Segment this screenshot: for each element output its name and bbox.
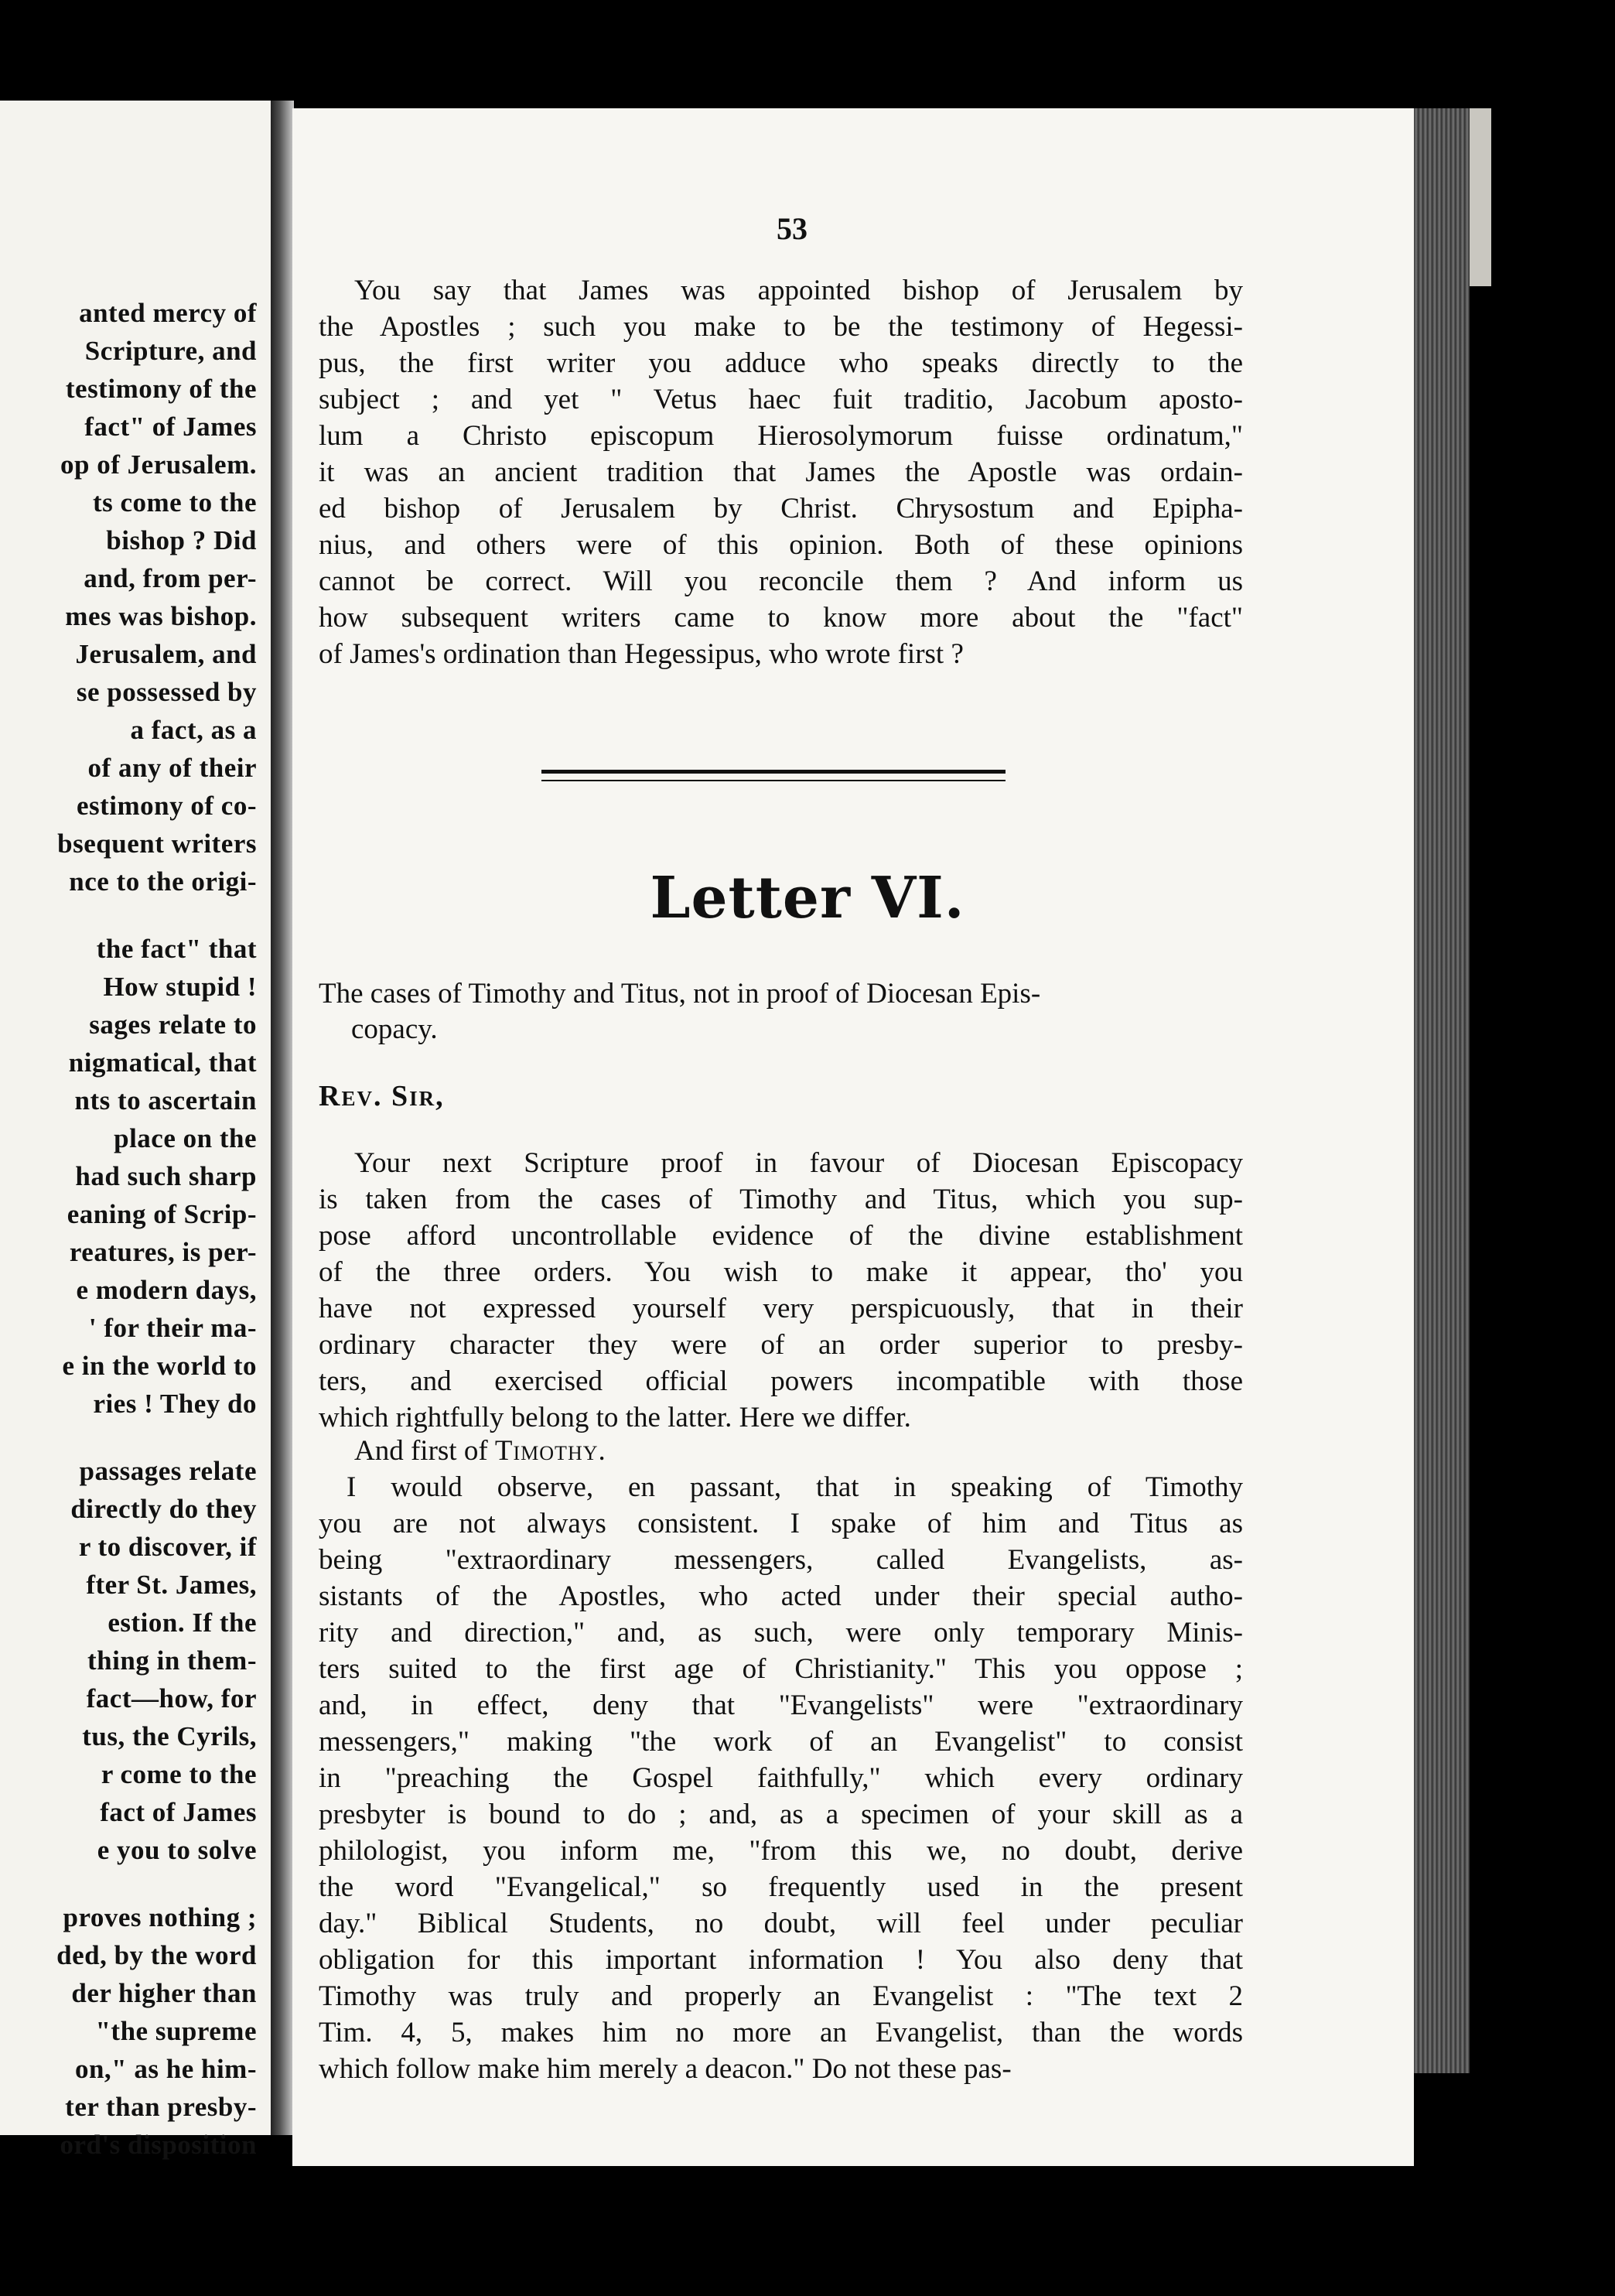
text-line: philologist, you inform me, "from this we, no doubt, derive	[319, 1835, 1243, 1867]
text-line: You say that James was appointed bishop of Jerusalem by	[354, 275, 1243, 306]
left-page-line: fter St. James,	[86, 1570, 257, 1600]
left-page-line: sages relate to	[89, 1010, 257, 1040]
left-page-line: had such sharp	[75, 1161, 257, 1191]
left-page-line: ries ! They do	[93, 1389, 257, 1419]
left-page-line: estion. If the	[108, 1608, 257, 1638]
left-page-line: estimony of co-	[76, 791, 257, 821]
left-page-line: ter than presby-	[65, 2092, 257, 2122]
text-line: of James's ordination than Hegessipus, who wrote first ?	[319, 638, 964, 670]
left-page-line: e modern days,	[76, 1275, 257, 1305]
left-page-line: tus, the Cyrils,	[82, 1721, 257, 1751]
text-line: day." Biblical Students, no doubt, will feel under peculiar	[319, 1908, 1243, 1939]
text-line: Your next Scripture proof in favour of Diocesan Episcopacy	[354, 1147, 1243, 1179]
text-line: you are not always consistent. I spake of him and Titus as	[319, 1508, 1243, 1539]
section-separator-rule	[541, 770, 1006, 781]
text-line: which follow make him merely a deacon." Do not these pas-	[319, 2053, 1012, 2085]
page-number: 53	[777, 211, 808, 246]
opening-paragraph	[319, 272, 1243, 672]
subtitle-line: The cases of Timothy and Titus, not in proof of Diocesan Epis-	[319, 978, 1041, 1010]
left-page-line: fact" of James	[84, 412, 257, 442]
left-page-line: reatures, is per-	[69, 1237, 257, 1267]
left-page-line: se possessed by	[76, 677, 257, 707]
left-page-line: r come to the	[101, 1759, 257, 1789]
left-page-line: testimony of the	[65, 374, 257, 404]
left-page-line: op of Jerusalem.	[60, 449, 257, 480]
left-page-line: bsequent writers	[57, 829, 257, 859]
book-page-edges	[1414, 108, 1470, 2073]
paragraph-1	[319, 1145, 1243, 1436]
left-page-line: bishop ? Did	[106, 525, 257, 555]
left-page-line: of any of their	[87, 753, 257, 783]
left-page-text	[0, 294, 257, 2164]
left-page-line: directly do they	[70, 1494, 257, 1524]
text-line: lum a Christo episcopum Hierosolymorum fuisse ordinatum,"	[319, 420, 1243, 452]
left-page-line: and, from per-	[84, 563, 257, 593]
left-page-line: the fact" that	[96, 934, 257, 964]
left-page-line: nigmatical, that	[68, 1047, 257, 1078]
text-line: being "extraordinary messengers, called Evangelists, as-	[319, 1544, 1243, 1576]
left-page-line: ' for their ma-	[88, 1313, 257, 1343]
text-line: and, in effect, deny that "Evangelists" were "extraordinary	[319, 1690, 1243, 1721]
text-line: sistants of the Apostles, who acted under their special autho-	[319, 1580, 1243, 1612]
text-line: Tim. 4, 5, makes him no more an Evangelist, than the words	[319, 2017, 1243, 2048]
text-line: subject ; and yet " Vetus haec fuit traditio, Jacobum aposto-	[319, 384, 1243, 415]
text-line: pose afford uncontrollable evidence of the divine establishment	[319, 1220, 1243, 1252]
left-page-line: ded, by the word	[56, 1940, 257, 1970]
left-page-line: e in the world to	[62, 1351, 257, 1381]
left-page-line: ord's disposition	[60, 2130, 257, 2160]
subtitle-line: copacy.	[351, 1013, 438, 1045]
text-line: is taken from the cases of Timothy and Titus, which you sup-	[319, 1184, 1243, 1215]
left-page-line: ts come to the	[92, 487, 257, 518]
text-line: ters suited to the first age of Christianity." This you oppose ;	[319, 1653, 1243, 1685]
text-line: of the three orders. You wish to make it appear, tho' you	[319, 1256, 1243, 1288]
text-line: it was an ancient tradition that James the Apostle was ordain-	[319, 456, 1243, 488]
left-page-line: How stupid !	[103, 972, 257, 1002]
left-page-line: mes was bishop.	[65, 601, 257, 631]
text-line: which rightfully belong to the latter. Here we differ.	[319, 1402, 911, 1433]
text-line: obligation for this important information ! You also deny that	[319, 1944, 1243, 1976]
paragraph-3	[319, 1469, 1243, 2087]
text-line: ordinary character they were of an order superior to presby-	[319, 1329, 1243, 1361]
left-page-line: a fact, as a	[130, 715, 257, 745]
text-line: Timothy was truly and properly an Evangelist : "The text 2	[319, 1980, 1243, 2012]
left-page-line: thing in them-	[87, 1645, 257, 1676]
left-page-line: der higher than	[71, 1978, 257, 2008]
text-line: have not expressed yourself very perspicuously, that in their	[319, 1293, 1243, 1324]
salutation: Rev. Sir,	[319, 1080, 445, 1112]
text-line: the Apostles ; such you make to be the testimony of Hegessi-	[319, 311, 1243, 343]
text-line: presbyter is bound to do ; and, as a specimen of your skill as a	[319, 1799, 1243, 1830]
text-line: the word "Evangelical," so frequently used in the present	[319, 1871, 1243, 1903]
left-page-line: fact—how, for	[86, 1683, 257, 1713]
text-line: how subsequent writers came to know more about the "fact"	[319, 602, 1243, 634]
para2-name: Timothy.	[494, 1435, 606, 1467]
text-line: ed bishop of Jerusalem by Christ. Chrysostum and Epipha-	[319, 493, 1243, 524]
text-line: ters, and exercised official powers incompatible with those	[319, 1365, 1243, 1397]
left-page-line: "the supreme	[95, 2016, 257, 2046]
text-line: rity and direction," and, as such, were only temporary Minis-	[319, 1617, 1243, 1649]
left-page-line: eaning of Scrip-	[67, 1199, 257, 1229]
left-page-line: nts to ascertain	[74, 1085, 257, 1116]
left-page-line: place on the	[114, 1123, 257, 1153]
para2-intro: And first of	[354, 1435, 488, 1467]
left-page-line: Scripture, and	[84, 336, 257, 366]
text-line: in "preaching the Gospel faithfully," which every ordinary	[319, 1762, 1243, 1794]
text-line: messengers," making "the work of an Evangelist" to consist	[319, 1726, 1243, 1758]
text-line: pus, the first writer you adduce who speaks directly to the	[319, 347, 1243, 379]
left-page-line: anted mercy of	[79, 298, 257, 328]
book-gutter	[271, 101, 294, 2135]
left-facing-page	[0, 101, 273, 2160]
text-line: I would observe, en passant, that in speaking of Timothy	[347, 1471, 1243, 1503]
left-page-line: Jerusalem, and	[75, 639, 257, 669]
left-page-line: proves nothing ;	[63, 1902, 257, 1932]
letter-subtitle	[319, 976, 1243, 1047]
letter-heading: Letter VI.	[650, 865, 965, 931]
left-page-line: on," as he him-	[74, 2054, 257, 2084]
left-page-line: r to discover, if	[78, 1532, 257, 1562]
text-line: nius, and others were of this opinion. Both of these opinions	[319, 529, 1243, 561]
left-page-line: passages relate	[79, 1456, 257, 1486]
left-page-line: e you to solve	[97, 1835, 257, 1865]
text-line: cannot be correct. Will you reconcile them ? And inform us	[319, 565, 1243, 597]
paragraph-2	[354, 1433, 606, 1469]
left-page-line: fact of James	[100, 1797, 257, 1827]
left-page-line: nce to the origi-	[69, 866, 257, 897]
